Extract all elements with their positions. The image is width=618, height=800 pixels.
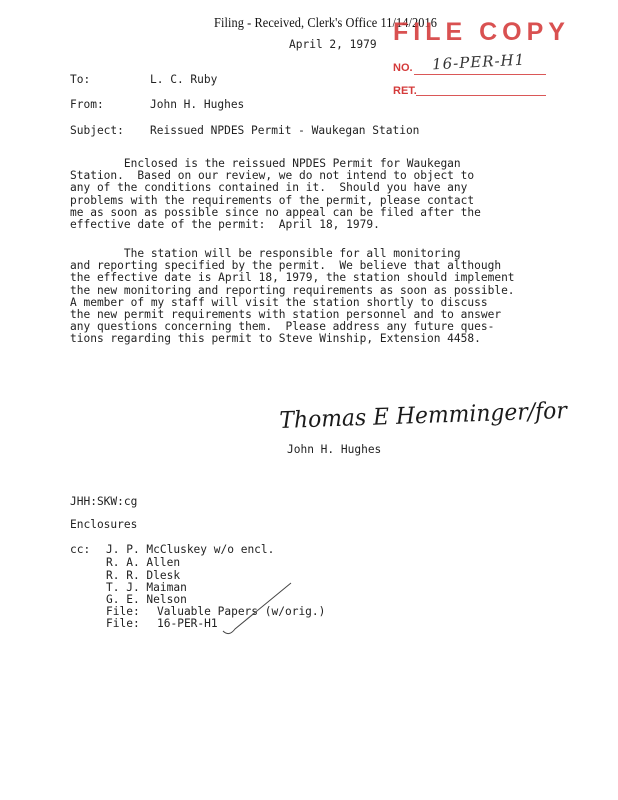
file-label: File:: [106, 617, 140, 630]
file-value: Valuable Papers (w/orig.): [157, 605, 326, 618]
body-paragraph-2: [70, 248, 560, 346]
enclosures-label: Enclosures: [70, 518, 138, 531]
paragraph-line: Station. Based on our review, we do not intend to object to: [70, 169, 475, 183]
subject-label: Subject:: [70, 124, 124, 137]
stamp-no-value: 16-PER-H1: [431, 50, 526, 74]
stamp-ret-label: RET.: [393, 85, 417, 97]
cc-recipient: R. R. Dlesk: [106, 569, 181, 582]
filing-stamp: Filing - Received, Clerk's Office 11/14/2016: [214, 16, 438, 31]
stamp-ret-line: [416, 95, 546, 96]
file-copy-text: FILE COPY: [393, 18, 570, 46]
to-value: L. C. Ruby: [150, 73, 218, 86]
subject-value: Reissued NPDES Permit - Waukegan Station: [150, 124, 420, 137]
paragraph-line: Enclosed is the reissued NPDES Permit for Waukegan: [70, 157, 461, 170]
cc-label: cc:: [70, 543, 91, 556]
paragraph-line: the new permit requirements with station personnel and to answer: [70, 308, 502, 322]
cc-recipient: R. A. Allen: [106, 556, 181, 569]
paragraph-line: me as soon as possible since no appeal can be filed after the: [70, 205, 481, 219]
typed-signature-name: John H. Hughes: [287, 443, 382, 456]
from-value: John H. Hughes: [150, 98, 245, 111]
paragraph-line: the effective date is April 18, 1979, the station should implement: [70, 271, 515, 285]
memo-date: April 2, 1979: [289, 38, 377, 51]
file-label: File:: [106, 605, 140, 618]
stamp-no-label: NO.: [393, 62, 413, 74]
paragraph-line: The station will be responsible for all monitoring: [70, 247, 461, 260]
paragraph-line: any of the conditions contained in it. Should you have any: [70, 181, 468, 195]
cc-recipient: G. E. Nelson: [106, 593, 187, 606]
paragraph-line: A member of my staff will visit the station shortly to discuss: [70, 295, 488, 309]
paragraph-line: problems with the requirements of the permit, please contact: [70, 193, 475, 207]
cc-recipient: J. P. McCluskey w/o encl.: [106, 543, 275, 556]
paragraph-line: effective date of the permit: April 18, 1979.: [70, 218, 380, 232]
paragraph-line: and reporting specified by the permit. We believe that although: [70, 259, 502, 273]
typist-initials: JHH:SKW:cg: [70, 495, 138, 508]
to-label: To:: [70, 73, 91, 86]
paragraph-line: the new monitoring and reporting requirements as soon as possible.: [70, 283, 515, 297]
file-value: 16-PER-H1: [157, 617, 218, 630]
handwritten-check-stroke: [215, 575, 305, 640]
cc-recipient: T. J. Maiman: [106, 581, 187, 594]
body-paragraph-1: [70, 158, 560, 231]
paragraph-line: any questions concerning them. Please address any future ques-: [70, 320, 495, 334]
paragraph-line: tions regarding this permit to Steve Winship, Extension 4458.: [70, 332, 481, 346]
from-label: From:: [70, 98, 104, 111]
handwritten-signature: Thomas E Hemminger/for: [279, 397, 568, 434]
stamp-no-line: [414, 74, 546, 75]
